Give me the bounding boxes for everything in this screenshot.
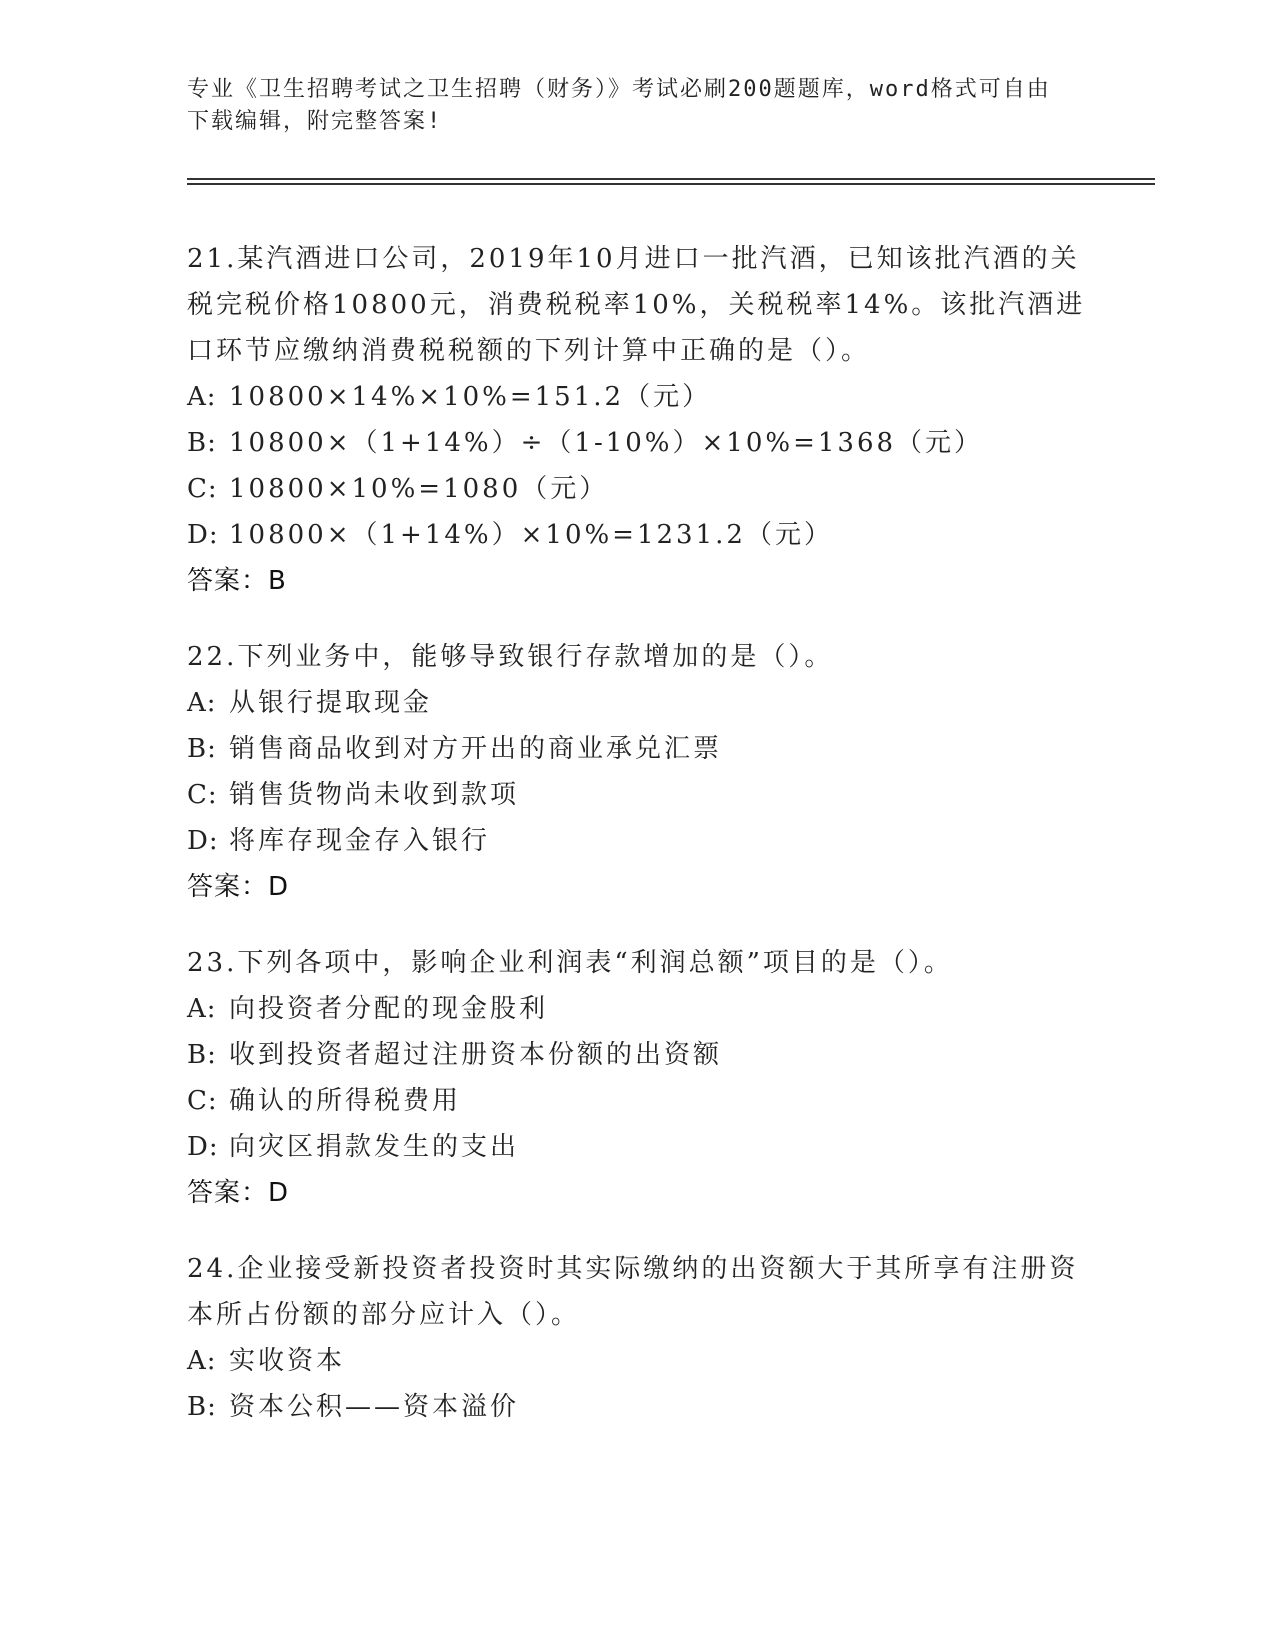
option-key: A:	[187, 688, 217, 718]
option-key: D:	[187, 1132, 219, 1162]
answer-line: 答案：D	[187, 1178, 290, 1208]
option-d	[187, 512, 1087, 558]
option-text: 10800×10%=1080（元）	[229, 474, 609, 504]
option-text: 向灾区捐款发生的支出	[229, 1132, 520, 1162]
answer-line: 答案：D	[187, 872, 290, 902]
question-stem: 22.下列业务中，能够导致银行存款增加的是（）。	[187, 642, 834, 672]
option-text: 向投资者分配的现金股利	[229, 994, 549, 1024]
question-22	[187, 634, 1087, 910]
option-text: 10800×14%×10%=151.2（元）	[229, 382, 712, 412]
option-key: A:	[187, 994, 217, 1024]
option-a	[187, 1338, 1087, 1384]
option-c	[187, 466, 1087, 512]
option-key: C:	[187, 780, 218, 810]
document-header: 专业《卫生招聘考试之卫生招聘（财务）》考试必刷200题题库，word格式可自由下载编辑，附完整答案!	[187, 77, 1051, 134]
option-key: B:	[187, 1040, 217, 1070]
option-c	[187, 1078, 1087, 1124]
option-d	[187, 818, 1087, 864]
question-23	[187, 940, 1087, 1216]
option-text: 10800×（1+14%）×10%=1231.2（元）	[229, 520, 833, 550]
option-key: D:	[187, 520, 219, 550]
option-b	[187, 420, 1087, 466]
question-21	[187, 236, 1087, 604]
option-text: 从银行提取现金	[229, 688, 433, 718]
option-key: D:	[187, 826, 219, 856]
option-a	[187, 374, 1087, 420]
option-key: C:	[187, 1086, 218, 1116]
option-a	[187, 986, 1087, 1032]
option-key: B:	[187, 734, 217, 764]
header-divider-top	[187, 178, 1155, 180]
option-key: B:	[187, 428, 217, 458]
option-text: 销售商品收到对方开出的商业承兑汇票	[229, 734, 723, 764]
option-key: C:	[187, 474, 218, 504]
option-text: 销售货物尚未收到款项	[229, 780, 520, 810]
option-text: 实收资本	[229, 1346, 346, 1376]
question-24	[187, 1246, 1087, 1430]
option-text: 10800×（1+14%）÷（1-10%）×10%=1368（元）	[229, 428, 984, 458]
option-d	[187, 1124, 1087, 1170]
question-stem: 21.某汽酒进口公司，2019年10月进口一批汽酒，已知该批汽酒的关税完税价格10800元，消费税税率10%，关税税率14%。该批汽酒进口环节应缴纳消费税税额的下列计算中正确的是（）。	[187, 244, 1086, 366]
question-list	[187, 236, 1087, 1460]
option-a	[187, 680, 1087, 726]
option-text: 资本公积——资本溢价	[229, 1392, 520, 1422]
option-b	[187, 1032, 1087, 1078]
option-key: B:	[187, 1392, 217, 1422]
option-text: 将库存现金存入银行	[229, 826, 491, 856]
header-divider-bottom	[187, 183, 1155, 185]
question-stem: 23.下列各项中，影响企业利润表“利润总额”项目的是（）。	[187, 948, 953, 978]
question-stem: 24.企业接受新投资者投资时其实际缴纳的出资额大于其所享有注册资本所占份额的部分应计入（）。	[187, 1254, 1079, 1330]
option-b	[187, 726, 1087, 772]
option-b	[187, 1384, 1087, 1430]
option-key: A:	[187, 1346, 217, 1376]
answer-line: 答案：B	[187, 566, 287, 596]
option-text: 确认的所得税费用	[229, 1086, 462, 1116]
option-key: A:	[187, 382, 217, 412]
option-c	[187, 772, 1087, 818]
option-text: 收到投资者超过注册资本份额的出资额	[229, 1040, 723, 1070]
